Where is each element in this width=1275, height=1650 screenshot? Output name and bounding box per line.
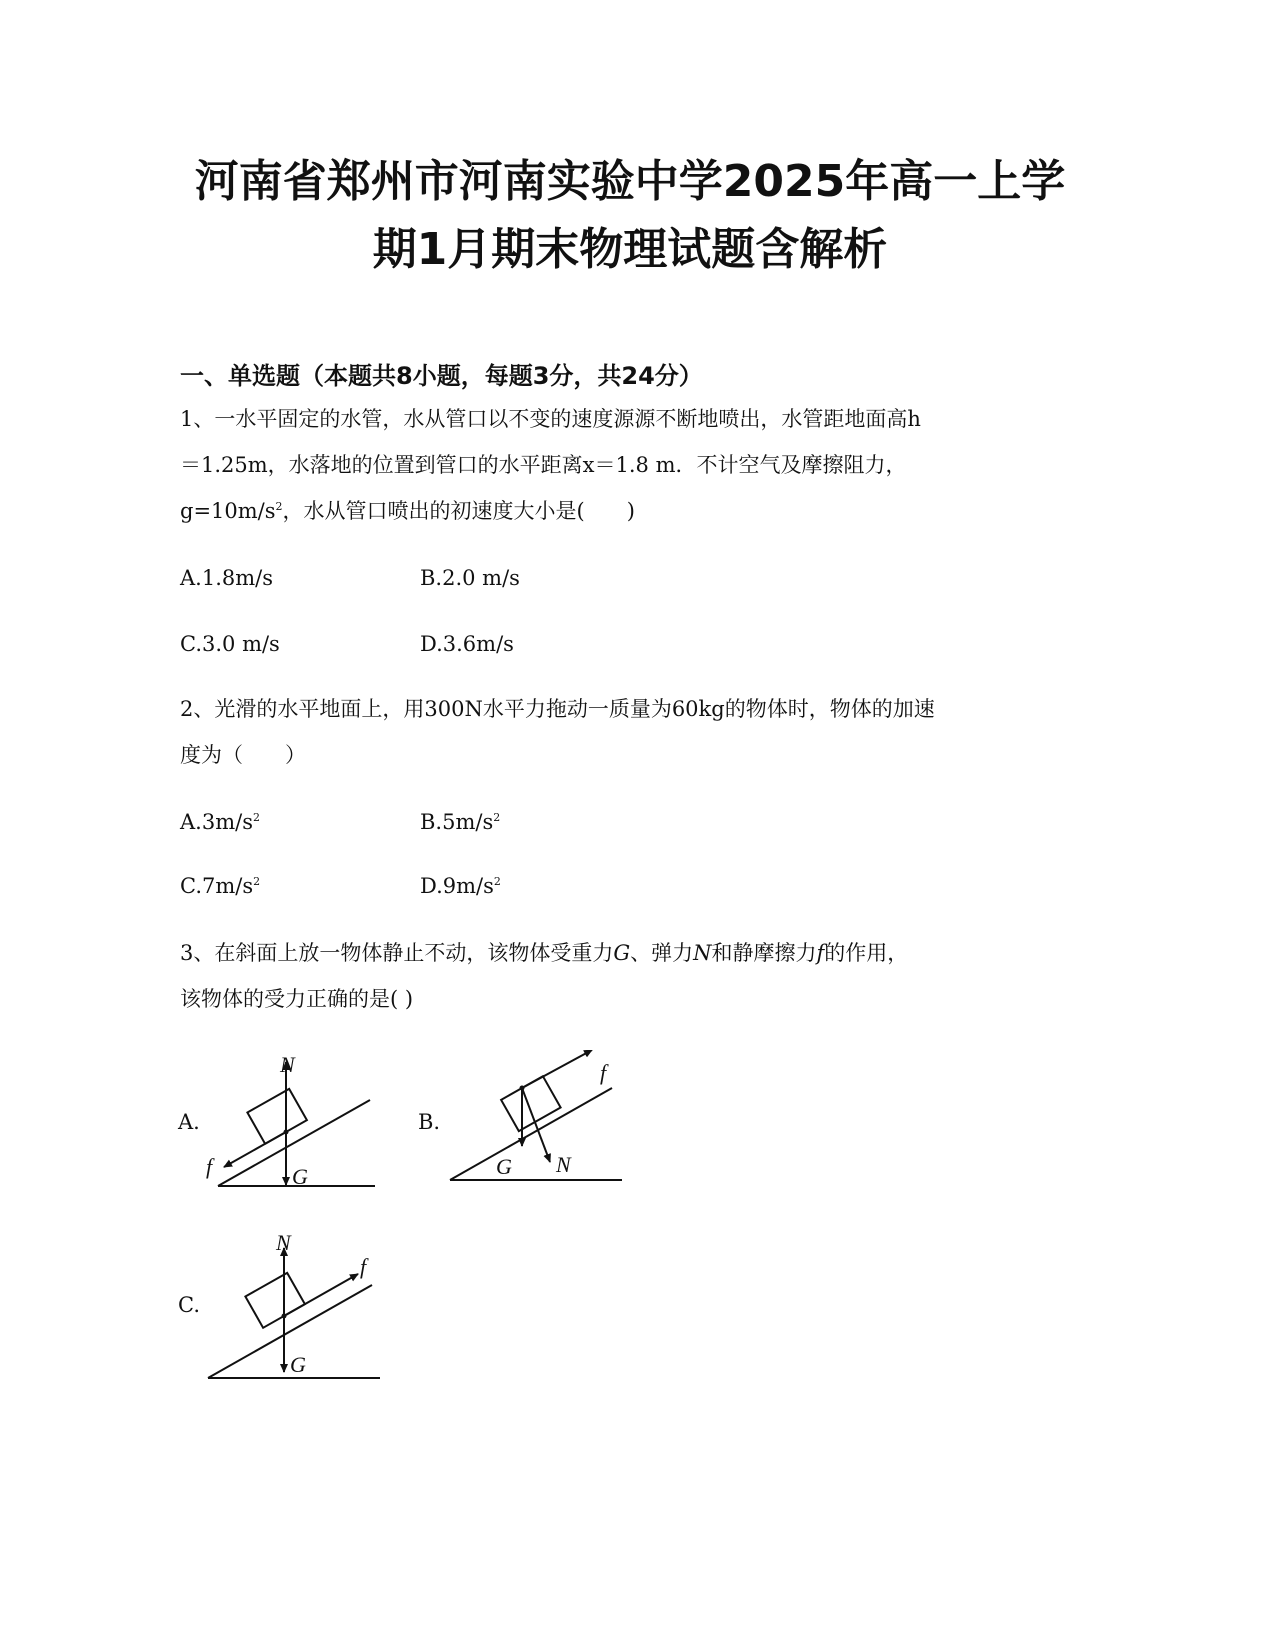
q3-figure-b: [440, 1050, 630, 1195]
q1-option-a: A.1.8m/s: [180, 566, 274, 590]
question-2-line-1: 2、光滑的水平地面上，用300N水平力拖动一质量为60kg的物体时，物体的加速: [180, 697, 935, 721]
question-2: [180, 686, 1050, 778]
label-n: N: [276, 1230, 291, 1255]
q3-figure-c: [200, 1230, 390, 1385]
q3-figure-b-label: B.: [418, 1110, 441, 1134]
q2-option-b: $B.5m/s^2$: [420, 810, 501, 834]
label-f: f: [206, 1154, 213, 1179]
q1-option-b: B.2.0 m/s: [420, 566, 520, 590]
block: [245, 1273, 305, 1328]
label-g: G: [292, 1164, 308, 1189]
question-1-line-1: 1、一水平固定的水管，水从管口以不变的速度源源不断地喷出，水管距地面高h: [180, 407, 921, 431]
label-f: f: [360, 1254, 367, 1279]
friction-arrow: [224, 1132, 286, 1167]
friction-arrow: [284, 1274, 358, 1316]
question-3-line-2: 该物体的受力正确的是( ): [180, 987, 414, 1011]
document-title-line-2: 期1月期末物理试题含解析: [372, 224, 888, 275]
question-1-line-3: $g=10m/s^2$，水从管口喷出的初速度大小是( ): [180, 499, 635, 523]
q3-figure-a: [200, 1050, 390, 1195]
block: [247, 1089, 307, 1144]
section-heading: 一、单选题（本题共8小题，每题3分，共24分）: [180, 362, 703, 390]
label-n: N: [280, 1052, 295, 1077]
question-3: [180, 930, 1050, 1022]
q2-option-a: $A.3m/s^2$: [180, 810, 260, 834]
q2-option-c: $C.7m/s^2$: [180, 874, 261, 898]
friction-arrow: [522, 1050, 592, 1088]
label-f: f: [600, 1060, 607, 1085]
q3-figure-c-label: C.: [178, 1293, 200, 1317]
document-title-line-1: 河南省郑州市河南实验中学2025年高一上学: [194, 156, 1066, 207]
question-2-line-2: 度为（ ）: [180, 743, 306, 767]
question-3-line-1: 3、在斜面上放一物体静止不动，该物体受重力G、弹力N和静摩擦力f的作用，: [180, 941, 909, 965]
q3-figure-a-label: A.: [178, 1110, 200, 1134]
label-n: N: [556, 1152, 571, 1177]
question-1-line-2: ＝1.25m，水落地的位置到管口的水平距离x＝1.8 m．不计空气及摩擦阻力，: [180, 453, 907, 477]
label-g: G: [496, 1154, 512, 1179]
q1-option-d: D.3.6m/s: [420, 632, 514, 656]
incline-line: [450, 1088, 612, 1180]
q2-option-d: $D.9m/s^2$: [420, 874, 501, 898]
label-g: G: [290, 1352, 306, 1377]
q1-option-c: C.3.0 m/s: [180, 632, 280, 656]
question-1: [180, 396, 1050, 534]
